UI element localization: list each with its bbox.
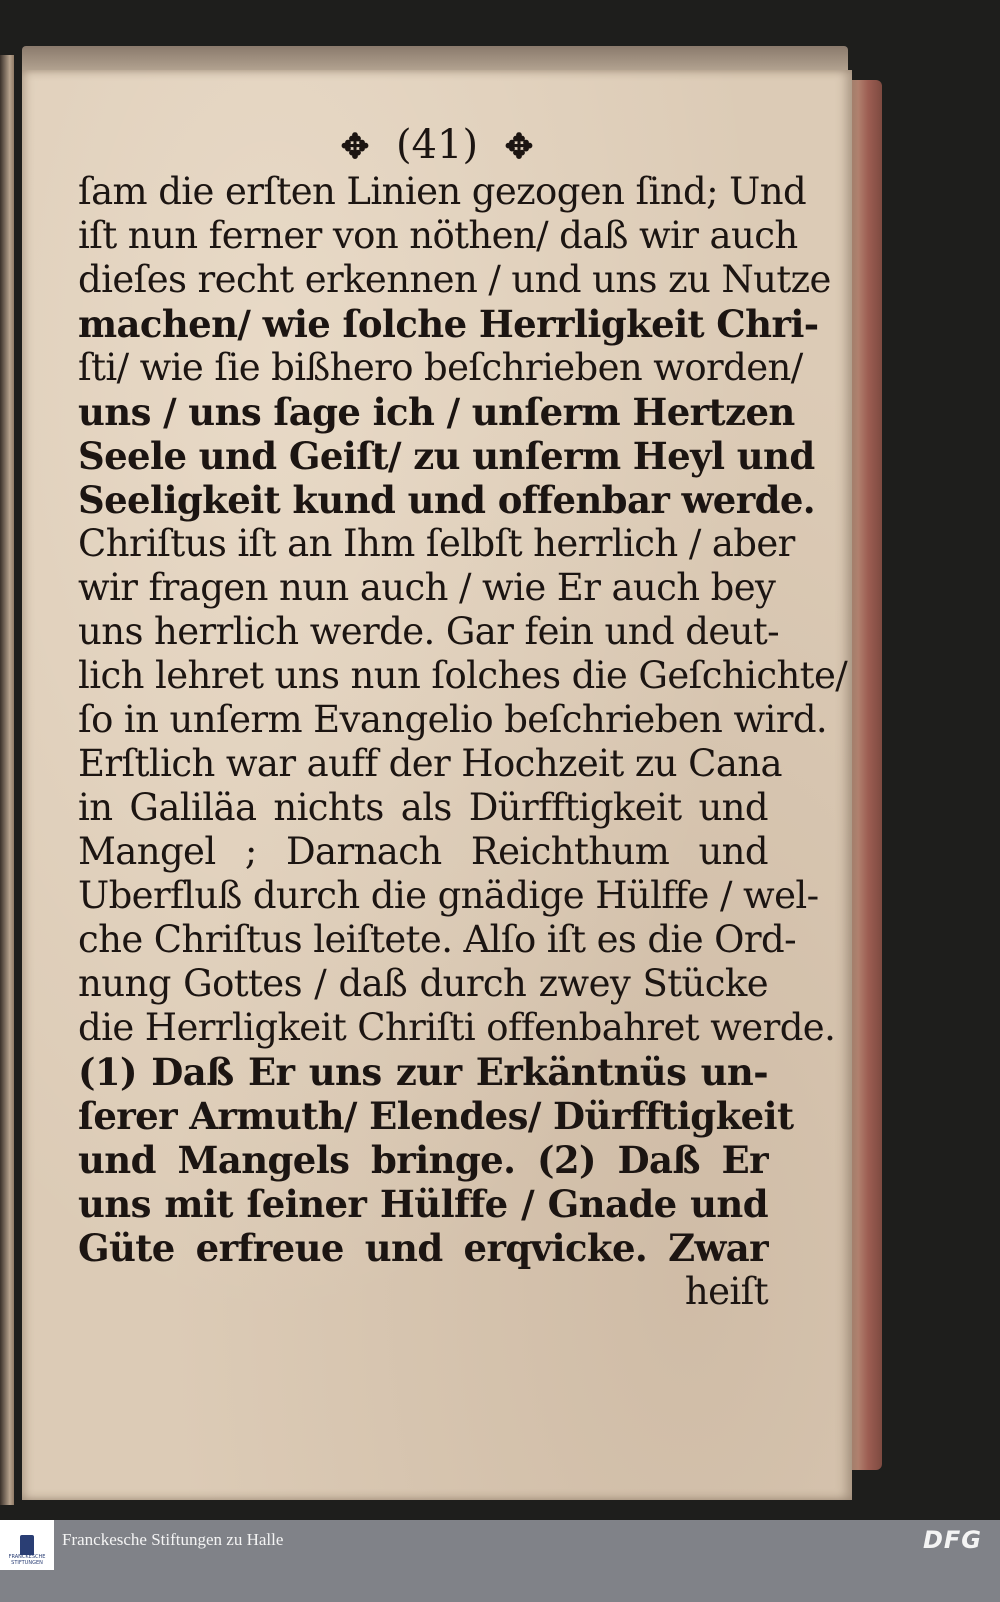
text-line: uns herrlich werde. Gar fein und deut- (78, 610, 780, 653)
text-line: ſerer Armuth/ Elendes/ Dürfftigkeit (78, 1094, 794, 1138)
text-line: uns / uns ſage ich / unſerm Hertzen (78, 390, 795, 434)
institution-link[interactable]: Franckesche Stiftungen zu Halle (62, 1530, 284, 1549)
text-line: machen/ wie ſolche Herrligkeit Chri- (78, 302, 819, 346)
text-line: die Herrligkeit Chriſti offenbahret werde. (78, 1006, 836, 1049)
text-line: uns mit ſeiner Hülffe / Gnade und (78, 1182, 768, 1226)
text-line: ſo in unſerm Evangelio beſchrieben wird. (78, 698, 828, 741)
catchword: heiſt (684, 1270, 768, 1313)
text-line: in Galiläa nichts als Dürfftigkeit und (78, 786, 768, 829)
text-line: ſam die erſten Linien gezogen ſind; Und (78, 170, 807, 213)
text-line: nung Gottes / daß durch zwey Stücke (78, 962, 768, 1005)
text-line: wir fragen nun auch / wie Er auch bey (78, 566, 776, 609)
page-header (22, 122, 852, 168)
text-line: Chriſtus iſt an Ihm ſelbſt herrlich / aber (78, 522, 795, 565)
page-number: (41) (395, 122, 479, 168)
text-line: che Chriſtus leiſtete. Alſo iſt es die Ord- (78, 918, 796, 961)
text-line: Seele und Geiſt/ zu unſerm Heyl und (78, 434, 815, 478)
left-ornament-icon: ✥ (340, 127, 370, 167)
text-line: lich lehret uns nun ſolches die Geſchichte/ (78, 654, 848, 697)
text-line: ſti/ wie ſie bißhero beſchrieben worden/ (78, 346, 803, 389)
text-line: Seeligkeit kund und offenbar werde. (78, 478, 816, 522)
text-line: Mangel ; Darnach Reichthum und (78, 830, 768, 873)
building-icon (20, 1535, 34, 1555)
right-ornament-icon: ✥ (504, 127, 534, 167)
dfg-logo[interactable]: DFG (922, 1526, 982, 1554)
body-text (78, 170, 848, 1314)
text-line: dieſes recht erkennen / und uns zu Nutze (78, 258, 831, 301)
text-line: und Mangels bringe. (2) Daß Er (78, 1138, 768, 1182)
institution-logo[interactable] (0, 1520, 54, 1570)
book-spine-edge (0, 55, 14, 1505)
text-line: Güte erfreue und erqvicke. Zwar (78, 1226, 768, 1270)
page-fore-edge (848, 80, 882, 1470)
text-line: iſt nun ferner von nöthen/ daß wir auch (78, 214, 798, 257)
text-line: Erſtlich war auff der Hochzeit zu Cana (78, 742, 782, 785)
logo-caption: FRANCKESCHE STIFTUNGEN (8, 1554, 46, 1566)
text-line: (1) Daß Er uns zur Erkäntnüs un- (78, 1050, 768, 1094)
viewer-footer (0, 1520, 1000, 1602)
text-line: Uberfluß durch die gnädige Hülffe / wel- (78, 874, 819, 917)
